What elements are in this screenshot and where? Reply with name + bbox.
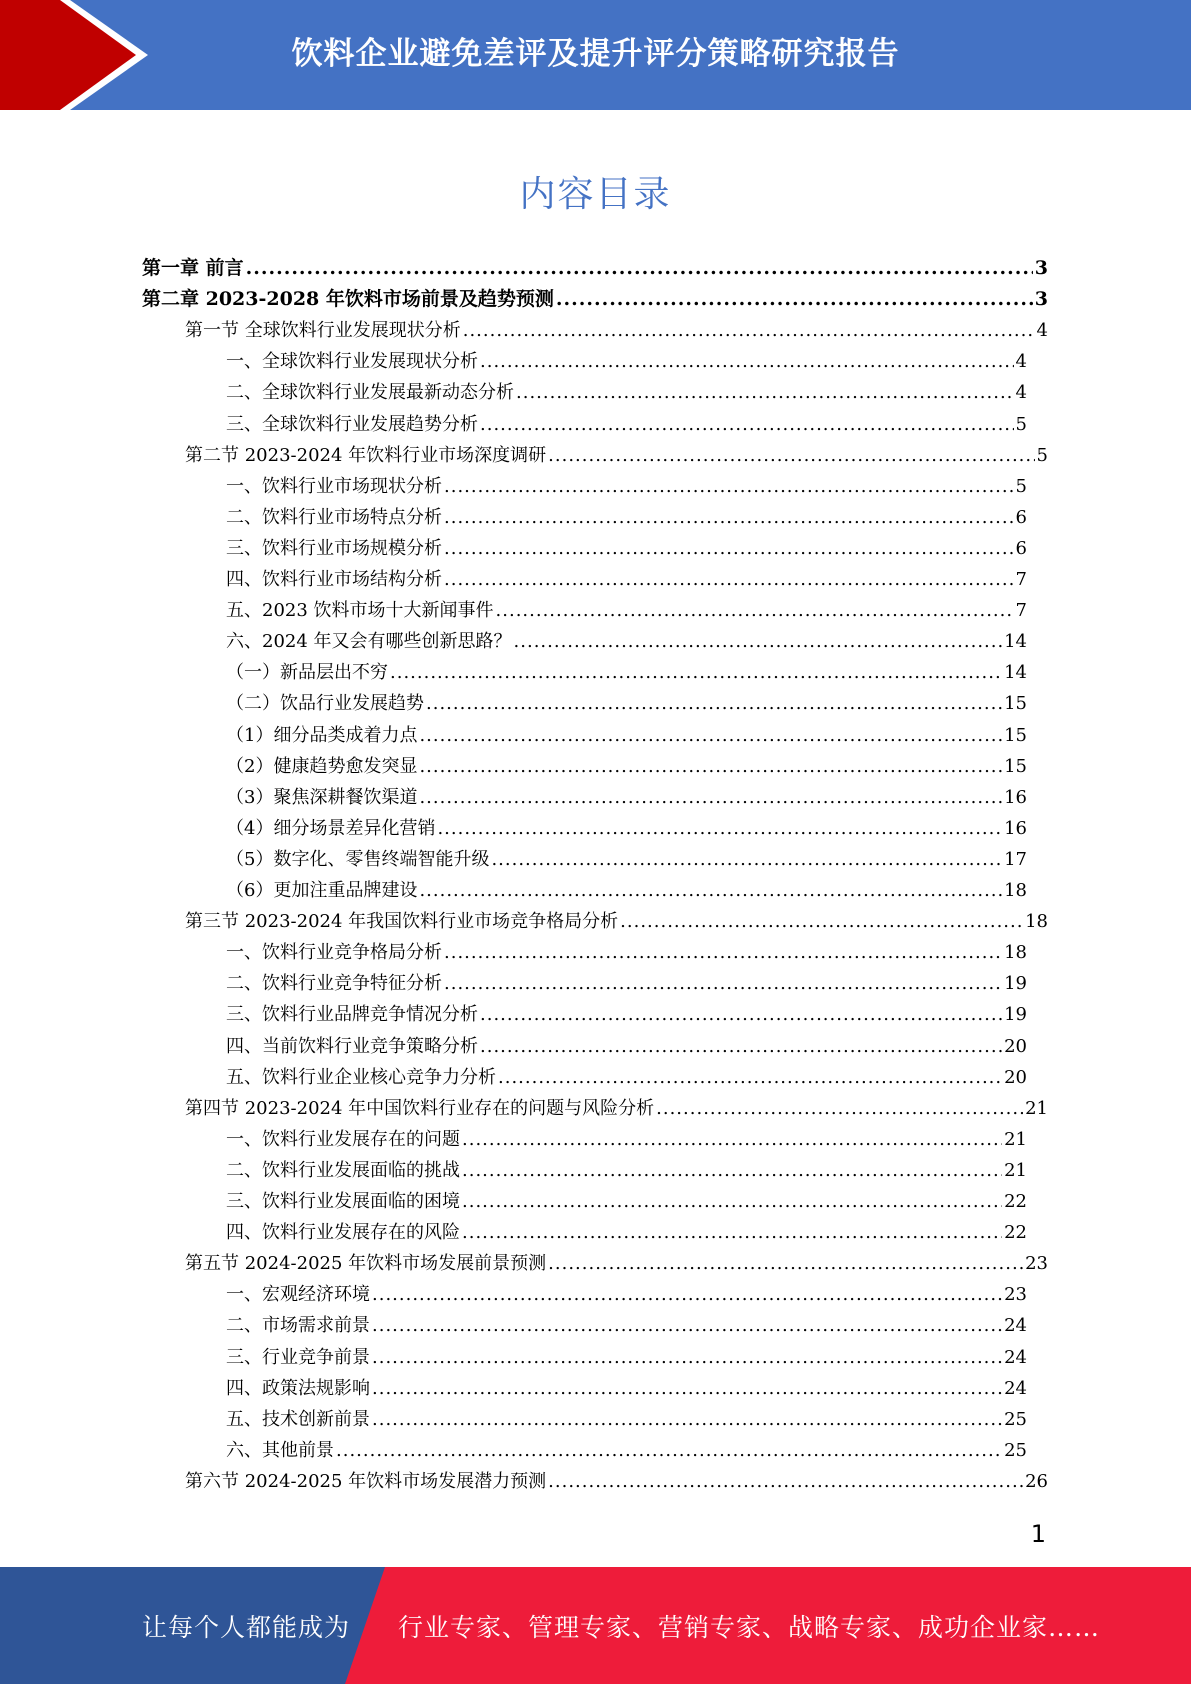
toc-entry-page: 19 [1004,1004,1027,1026]
toc-entry[interactable] [226,1404,1027,1435]
toc-entry-page: 5 [1015,475,1027,497]
toc-entry-label: （5）数字化、零售终端智能升级 [226,848,490,870]
toc-entry-label: 一、饮料行业发展存在的问题 [226,1128,460,1150]
toc-leader-dots [246,253,1033,284]
toc-leader-dots [336,1435,1002,1466]
toc-entry[interactable] [185,440,1048,471]
toc-entry-label: 二、市场需求前景 [226,1315,370,1337]
toc-entry-page: 4 [1015,351,1027,373]
toc-entry[interactable] [226,1124,1027,1155]
toc-entry-label: 第二节 2023-2024 年饮料行业市场深度调研 [185,444,547,466]
toc-entry[interactable] [226,1031,1027,1062]
toc-leader-dots [419,751,1002,782]
toc-entry-page: 22 [1004,1222,1027,1244]
toc-entry-page: 6 [1015,506,1027,528]
toc-entry-label: （一）新品层出不穷 [226,662,388,684]
page-number: 1 [1030,1520,1046,1548]
toc-entry-label: 五、2023 饮料市场十大新闻事件 [226,600,494,622]
toc-leader-dots [480,1031,1002,1062]
toc-entry-label: 六、其他前景 [226,1439,334,1461]
toc-entry-page: 24 [1004,1315,1027,1337]
toc-leader-dots [426,688,1002,719]
toc-entry[interactable] [185,1093,1048,1124]
footer-band [0,1567,1191,1684]
header-band [0,0,1191,110]
toc-entry[interactable] [226,564,1027,595]
toc-entry[interactable] [226,626,1027,657]
toc-entry-page: 20 [1004,1066,1027,1088]
toc-entry-label: 第一节 全球饮料行业发展现状分析 [185,320,461,342]
toc-entry[interactable] [226,533,1027,564]
toc-entry-page: 23 [1004,1284,1027,1306]
toc-entry-label: 二、全球饮料行业发展最新动态分析 [226,382,514,404]
toc-entry[interactable] [226,813,1027,844]
toc-leader-dots [463,315,1035,346]
toc-leader-dots [437,813,1002,844]
toc-leader-dots [496,595,1014,626]
toc-leader-dots [419,720,1002,751]
toc-leader-dots [548,1466,1023,1497]
toc-leader-dots [419,782,1002,813]
toc-leader-dots [372,1404,1002,1435]
toc-leader-dots [514,626,1003,657]
toc-leader-dots [548,1248,1023,1279]
toc-entry-label: 三、饮料行业品牌竞争情况分析 [226,1004,478,1026]
toc-entry-page: 22 [1004,1191,1027,1212]
toc-entry-page: 7 [1015,600,1027,622]
toc-entry-page: 18 [1004,942,1027,964]
toc-entry[interactable] [226,409,1027,440]
toc-entry-label: （1）细分品类成着力点 [226,724,418,746]
toc-entry-page: 24 [1004,1377,1027,1399]
toc-entry[interactable] [226,502,1027,533]
toc-entry-page: 24 [1004,1346,1027,1368]
toc-leader-dots [372,1310,1002,1341]
toc-entry-label: 一、饮料行业竞争格局分析 [226,942,442,964]
toc-entry[interactable] [226,595,1027,626]
toc-entry[interactable] [226,1342,1027,1373]
toc-entry-label: 第五节 2024-2025 年饮料市场发展前景预测 [185,1253,547,1275]
toc-leader-dots [556,284,1033,315]
toc-leader-dots [444,533,1014,564]
toc-entry-page: 23 [1025,1253,1048,1275]
toc-entry-page: 4 [1015,382,1027,404]
toc-entry[interactable] [226,377,1027,408]
toc-entry-page: 16 [1004,786,1027,808]
toc-entry-label: （2）健康趋势愈发突显 [226,755,418,777]
toc-leader-dots [462,1124,1002,1155]
toc-entry-label: （3）聚焦深耕餐饮渠道 [226,786,418,808]
toc-entry-label: 第四节 2023-2024 年中国饮料行业存在的问题与风险分析 [185,1097,655,1119]
toc-entry[interactable] [226,968,1027,999]
toc-entry-page: 5 [1036,444,1048,466]
toc-entry-page: 21 [1004,1159,1027,1181]
toc-entry-label: （4）细分场景差异化营销 [226,817,436,839]
toc-entry-label: （6）更加注重品牌建设 [226,880,418,901]
toc-entry-page: 20 [1004,1035,1027,1057]
toc-leader-dots [372,1373,1002,1404]
red-arrow-icon [0,0,150,110]
toc-entry[interactable] [142,284,1048,315]
toc-entry[interactable] [226,782,1027,813]
toc-leader-dots [390,657,1002,688]
toc-entry-page: 18 [1025,911,1048,933]
toc-entry[interactable] [226,1062,1027,1093]
toc-leader-dots [419,875,1002,906]
toc-leader-dots [480,409,1014,440]
toc-entry[interactable] [226,937,1027,968]
toc-entry-label: 四、饮料行业发展存在的风险 [226,1222,460,1244]
toc-entry-label: 三、饮料行业发展面临的困境 [226,1191,460,1212]
toc-entry-label: 第六节 2024-2025 年饮料市场发展潜力预测 [185,1470,547,1492]
toc-leader-dots [372,1279,1002,1310]
toc-entry-label: 四、饮料行业市场结构分析 [226,569,442,590]
toc-entry[interactable] [226,1155,1027,1186]
toc-entry[interactable] [185,906,1048,937]
toc-leader-dots [548,440,1034,471]
toc-entry-label: 四、政策法规影响 [226,1377,370,1399]
toc-entry-page: 15 [1004,724,1027,746]
toc-leader-dots [480,346,1014,377]
toc-entry-label: 五、技术创新前景 [226,1408,370,1430]
toc-entry-label: （二）饮品行业发展趋势 [226,693,424,715]
toc-entry[interactable] [226,688,1027,719]
toc-entry-page: 21 [1025,1097,1048,1119]
toc-leader-dots [444,937,1002,968]
toc-entry-page: 15 [1004,693,1027,715]
toc-entry[interactable] [226,844,1027,875]
toc-entry[interactable] [226,471,1027,502]
toc-entry-page: 21 [1004,1128,1027,1150]
toc-leader-dots [498,1062,1002,1093]
toc-entry-page: 3 [1034,288,1048,311]
toc-entry-page: 16 [1004,817,1027,839]
toc-entry-label: 二、饮料行业市场特点分析 [226,506,442,528]
toc-entry-page: 25 [1004,1408,1027,1430]
toc-leader-dots [462,1186,1002,1217]
toc-entry[interactable] [226,1186,1027,1217]
toc-entry[interactable] [226,1279,1027,1310]
toc-entry-label: 一、宏观经济环境 [226,1284,370,1306]
toc-entry-page: 26 [1025,1470,1048,1492]
toc-entry-label: 六、2024 年又会有哪些创新思路？ [226,631,512,653]
toc-leader-dots [372,1342,1002,1373]
toc-entry[interactable] [226,1435,1027,1466]
toc-heading: 内容目录 [519,174,672,215]
toc-entry-label: 二、饮料行业发展面临的挑战 [226,1159,460,1181]
toc-entry-page: 15 [1004,755,1027,777]
toc-entry[interactable] [226,999,1027,1030]
toc-entry[interactable] [226,1373,1027,1404]
toc-entry-page: 7 [1015,569,1027,590]
toc-entry-label: 三、饮料行业市场规模分析 [226,537,442,559]
toc-entry-label: 一、饮料行业市场现状分析 [226,475,442,497]
toc-entry[interactable] [226,751,1027,782]
toc-leader-dots [480,999,1002,1030]
footer-slogan-left: 让每个人都能成为 [142,1612,351,1642]
toc-entry-page: 14 [1004,631,1027,653]
toc-entry-label: 五、饮料行业企业核心竞争力分析 [226,1066,496,1088]
toc-entry-label: 三、行业竞争前景 [226,1346,370,1368]
toc-entry-label: 第三节 2023-2024 年我国饮料行业市场竞争格局分析 [185,911,619,933]
toc-entry-label: 第二章 2023-2028 年饮料市场前景及趋势预测 [142,288,554,311]
toc-entry-page: 25 [1004,1439,1027,1461]
toc-entry-page: 19 [1004,973,1027,995]
toc-entry-page: 14 [1004,662,1027,684]
toc-leader-dots [444,502,1014,533]
toc-leader-dots [444,471,1014,502]
toc-leader-dots [516,377,1014,408]
toc-entry[interactable] [142,253,1048,284]
toc-entry[interactable] [226,657,1027,688]
toc-entry-label: 四、当前饮料行业竞争策略分析 [226,1035,478,1057]
toc-entry-page: 4 [1036,320,1048,342]
toc-entry[interactable] [185,1248,1048,1279]
toc-entry[interactable] [226,1310,1027,1341]
toc-leader-dots [462,1217,1002,1248]
toc-entry-label: 一、全球饮料行业发展现状分析 [226,351,478,373]
toc-leader-dots [656,1093,1023,1124]
toc-entry[interactable] [185,1466,1048,1497]
toc-entry-page: 5 [1015,413,1027,435]
toc-entry[interactable] [226,1217,1027,1248]
footer-slogan-right: 行业专家、管理专家、营销专家、战略专家、成功企业家…… [398,1612,1101,1642]
toc-leader-dots [444,564,1014,595]
toc-entry-page: 18 [1004,880,1027,901]
toc-entry[interactable] [185,315,1048,346]
toc-entry-label: 二、饮料行业竞争特征分析 [226,973,442,995]
toc-entry[interactable] [226,720,1027,751]
toc-entry-page: 6 [1015,537,1027,559]
toc-entry[interactable] [226,346,1027,377]
toc-entry-page: 3 [1034,257,1048,279]
toc-leader-dots [620,906,1023,937]
toc-leader-dots [444,968,1002,999]
toc-entry-page: 17 [1004,848,1027,870]
toc-entry-label: 三、全球饮料行业发展趋势分析 [226,413,478,435]
toc-leader-dots [462,1155,1002,1186]
toc-leader-dots [491,844,1002,875]
toc-entry[interactable] [226,875,1027,906]
toc-entry-label: 第一章 前言 [142,257,244,279]
report-title: 饮料企业避免差评及提升评分策略研究报告 [291,35,900,72]
